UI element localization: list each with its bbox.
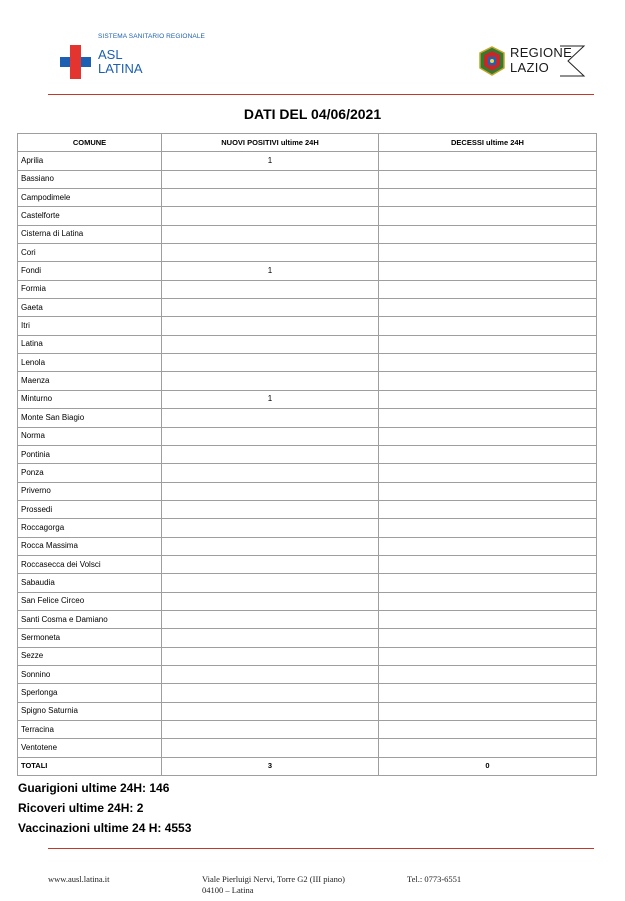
column-header-comune: COMUNE <box>18 134 162 152</box>
cell-nuovi-positivi <box>162 702 379 720</box>
footer-address-line2: 04100 – Latina <box>202 885 254 895</box>
cell-decessi <box>379 647 597 665</box>
table-row <box>18 280 597 298</box>
table-row <box>18 555 597 573</box>
cell-comune: Prossedi <box>18 500 162 518</box>
table-row <box>18 574 597 592</box>
cell-decessi <box>379 629 597 647</box>
cell-nuovi-positivi <box>162 665 379 683</box>
cell-decessi <box>379 225 597 243</box>
cell-decessi <box>379 592 597 610</box>
cell-decessi <box>379 574 597 592</box>
asl-latina-logo <box>60 33 210 83</box>
cell-decessi <box>379 482 597 500</box>
table-row <box>18 244 597 262</box>
cell-comune: Norma <box>18 427 162 445</box>
cell-decessi <box>379 280 597 298</box>
table-row <box>18 225 597 243</box>
cell-comune: Gaeta <box>18 299 162 317</box>
cell-comune: Ventotene <box>18 739 162 757</box>
footer-address-line1: Viale Pierluigi Nervi, Torre G2 (III piano) <box>202 874 345 884</box>
table-row <box>18 409 597 427</box>
cell-nuovi-positivi <box>162 299 379 317</box>
table-row <box>18 445 597 463</box>
cell-decessi <box>379 610 597 628</box>
table-row <box>18 317 597 335</box>
cell-nuovi-positivi: 1 <box>162 262 379 280</box>
cell-decessi <box>379 152 597 170</box>
cell-comune: Ponza <box>18 464 162 482</box>
cell-nuovi-positivi <box>162 500 379 518</box>
cell-decessi <box>379 317 597 335</box>
cell-comune: Pontinia <box>18 445 162 463</box>
cell-comune: Campodimele <box>18 189 162 207</box>
cell-nuovi-positivi <box>162 170 379 188</box>
cell-nuovi-positivi <box>162 739 379 757</box>
cell-decessi <box>379 702 597 720</box>
cell-decessi <box>379 207 597 225</box>
cell-comune: Sperlonga <box>18 684 162 702</box>
cell-nuovi-positivi <box>162 464 379 482</box>
table-row <box>18 592 597 610</box>
cell-decessi <box>379 739 597 757</box>
table-row <box>18 170 597 188</box>
cell-decessi <box>379 500 597 518</box>
cell-decessi <box>379 372 597 390</box>
cell-decessi <box>379 244 597 262</box>
cell-comune: Spigno Saturnia <box>18 702 162 720</box>
region-decorative-lines <box>558 44 588 78</box>
table-row <box>18 372 597 390</box>
cell-nuovi-positivi <box>162 610 379 628</box>
cell-nuovi-positivi <box>162 519 379 537</box>
cell-nuovi-positivi <box>162 317 379 335</box>
cell-decessi <box>379 409 597 427</box>
table-row <box>18 335 597 353</box>
table-row <box>18 537 597 555</box>
region-name-line2: LAZIO <box>510 60 550 75</box>
cell-comune: San Felice Circeo <box>18 592 162 610</box>
cell-nuovi-positivi <box>162 629 379 647</box>
cell-comune: Lenola <box>18 354 162 372</box>
table-row <box>18 427 597 445</box>
region-name-line1: REGIONE <box>510 45 573 60</box>
cell-nuovi-positivi <box>162 647 379 665</box>
cell-nuovi-positivi <box>162 372 379 390</box>
cell-decessi <box>379 555 597 573</box>
cell-comune: Roccasecca dei Volsci <box>18 555 162 573</box>
footer-website[interactable]: www.ausl.latina.it <box>48 874 110 884</box>
column-header-nuovi-positivi: NUOVI POSITIVI ultime 24H <box>162 134 379 152</box>
footer-phone: Tel.: 0773-6551 <box>407 874 462 884</box>
cell-nuovi-positivi <box>162 207 379 225</box>
cell-decessi <box>379 721 597 739</box>
table-row <box>18 262 597 280</box>
cell-decessi <box>379 390 597 408</box>
cell-decessi <box>379 354 597 372</box>
table-row <box>18 739 597 757</box>
cell-decessi <box>379 189 597 207</box>
table-row <box>18 629 597 647</box>
cell-comune: Castelforte <box>18 207 162 225</box>
cell-nuovi-positivi <box>162 189 379 207</box>
column-header-decessi: DECESSI ultime 24H <box>379 134 597 152</box>
cell-nuovi-positivi <box>162 409 379 427</box>
stat-vaccinazioni: Vaccinazioni ultime 24 H: 4553 <box>18 821 192 835</box>
totals-decessi: 0 <box>379 757 597 775</box>
totals-nuovi-positivi: 3 <box>162 757 379 775</box>
table-row <box>18 610 597 628</box>
table-header-row <box>18 134 597 152</box>
table-row <box>18 500 597 518</box>
cell-comune: Cisterna di Latina <box>18 225 162 243</box>
cell-decessi <box>379 299 597 317</box>
cell-decessi <box>379 427 597 445</box>
stat-guarigioni: Guarigioni ultime 24H: 146 <box>18 781 170 795</box>
totals-label: TOTALI <box>18 757 162 775</box>
regione-lazio-logo <box>478 44 593 80</box>
cell-nuovi-positivi <box>162 537 379 555</box>
covid-data-table <box>17 133 597 776</box>
cell-comune: Cori <box>18 244 162 262</box>
cell-comune: Formia <box>18 280 162 298</box>
cell-decessi <box>379 262 597 280</box>
footer-address <box>202 874 345 896</box>
cell-nuovi-positivi <box>162 244 379 262</box>
cell-nuovi-positivi: 1 <box>162 390 379 408</box>
cell-comune: Aprilia <box>18 152 162 170</box>
table-row <box>18 354 597 372</box>
table-row <box>18 519 597 537</box>
cell-nuovi-positivi <box>162 684 379 702</box>
cell-decessi <box>379 665 597 683</box>
cell-comune: Minturno <box>18 390 162 408</box>
cell-nuovi-positivi <box>162 280 379 298</box>
cell-decessi <box>379 335 597 353</box>
cell-nuovi-positivi <box>162 354 379 372</box>
table-row <box>18 390 597 408</box>
cell-comune: Sabaudia <box>18 574 162 592</box>
cell-nuovi-positivi <box>162 445 379 463</box>
cell-comune: Bassiano <box>18 170 162 188</box>
cell-decessi <box>379 170 597 188</box>
table-row <box>18 684 597 702</box>
cell-comune: Sermoneta <box>18 629 162 647</box>
lazio-emblem-icon <box>478 46 506 76</box>
cell-nuovi-positivi <box>162 335 379 353</box>
cell-decessi <box>379 684 597 702</box>
cell-nuovi-positivi <box>162 721 379 739</box>
cell-nuovi-positivi <box>162 225 379 243</box>
cell-nuovi-positivi <box>162 555 379 573</box>
cell-nuovi-positivi <box>162 574 379 592</box>
asl-name-line1: ASL <box>98 47 123 62</box>
table-row <box>18 299 597 317</box>
asl-subtitle: SISTEMA SANITARIO REGIONALE <box>98 33 205 40</box>
cell-comune: Itri <box>18 317 162 335</box>
footer-divider <box>48 848 594 849</box>
table-row <box>18 647 597 665</box>
cell-comune: Roccagorga <box>18 519 162 537</box>
page-title: DATI DEL 04/06/2021 <box>243 106 382 122</box>
table-row <box>18 702 597 720</box>
cell-comune: Fondi <box>18 262 162 280</box>
asl-name-line2: LATINA <box>98 61 143 76</box>
cell-comune: Sonnino <box>18 665 162 683</box>
cell-nuovi-positivi <box>162 427 379 445</box>
cell-comune: Rocca Massima <box>18 537 162 555</box>
cell-comune: Latina <box>18 335 162 353</box>
table-row <box>18 464 597 482</box>
cell-decessi <box>379 519 597 537</box>
stat-ricoveri: Ricoveri ultime 24H: 2 <box>18 801 144 815</box>
cell-decessi <box>379 537 597 555</box>
cell-comune: Monte San Biagio <box>18 409 162 427</box>
header-divider <box>48 94 594 95</box>
cell-comune: Priverno <box>18 482 162 500</box>
cell-nuovi-positivi <box>162 592 379 610</box>
table-row <box>18 721 597 739</box>
cell-comune: Santi Cosma e Damiano <box>18 610 162 628</box>
cell-decessi <box>379 464 597 482</box>
table-row <box>18 665 597 683</box>
table-row <box>18 482 597 500</box>
table-row <box>18 189 597 207</box>
totals-row <box>18 757 597 775</box>
cell-comune: Maenza <box>18 372 162 390</box>
cell-nuovi-positivi: 1 <box>162 152 379 170</box>
cell-nuovi-positivi <box>162 482 379 500</box>
table-row <box>18 152 597 170</box>
red-cross-icon <box>60 45 91 79</box>
cell-comune: Terracina <box>18 721 162 739</box>
table-row <box>18 207 597 225</box>
cell-comune: Sezze <box>18 647 162 665</box>
cell-decessi <box>379 445 597 463</box>
